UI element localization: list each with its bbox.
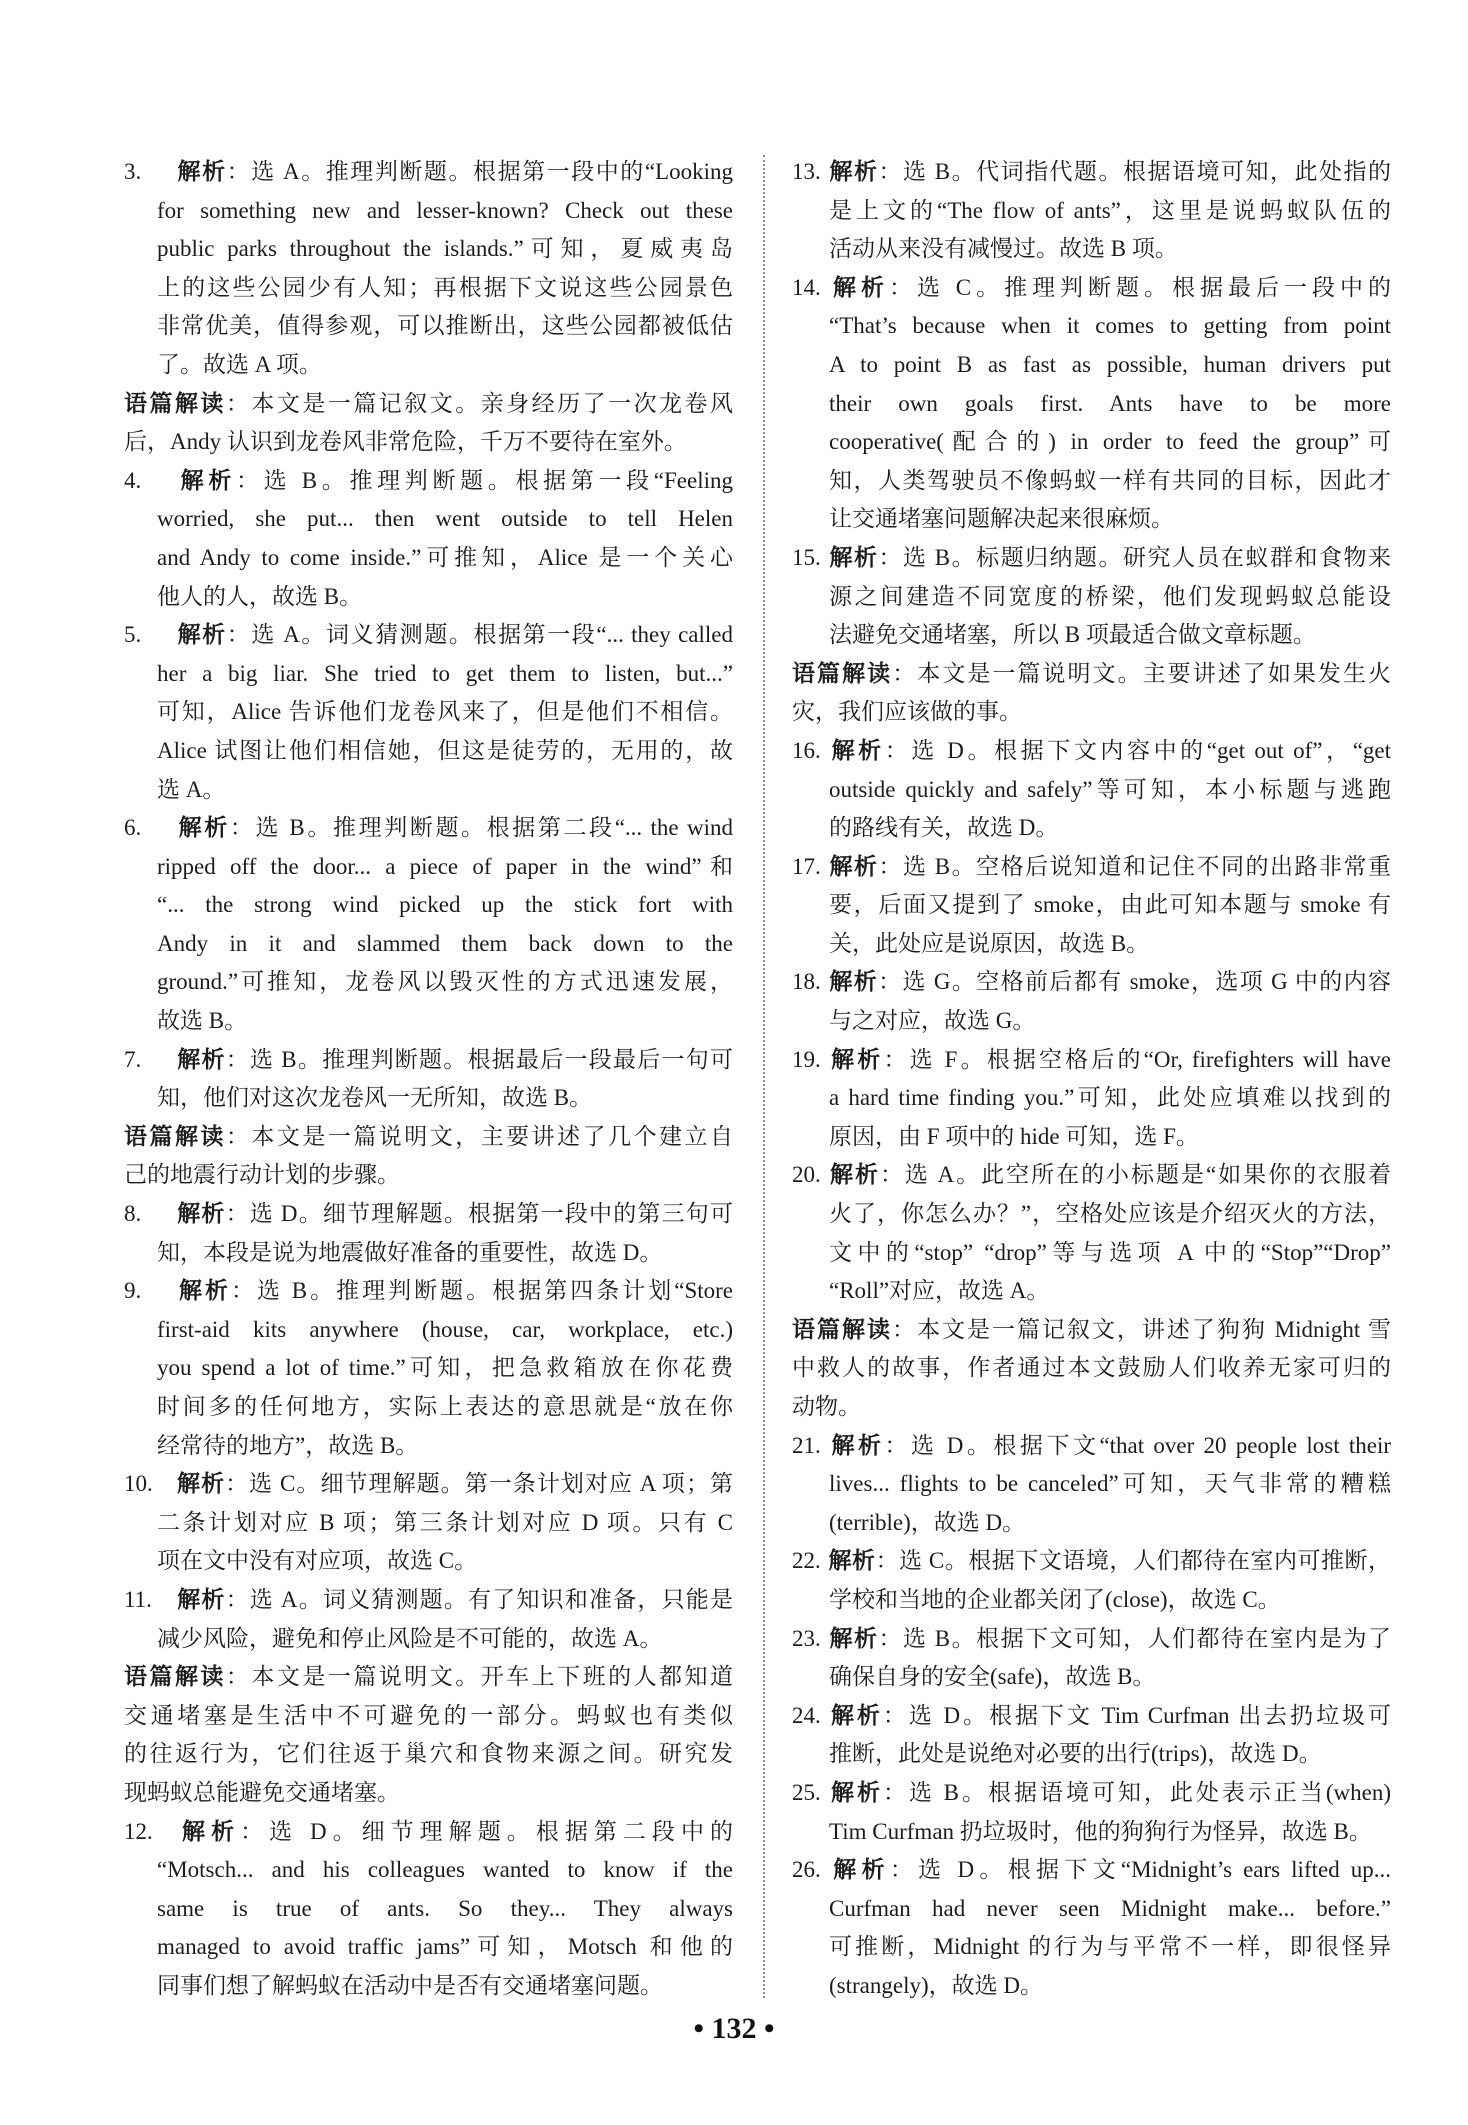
text-line bbox=[124, 1234, 733, 1273]
question-number: 26. bbox=[792, 1857, 821, 1883]
line-text: (strangely)，故选 D。 bbox=[829, 1972, 1043, 1998]
text-line bbox=[124, 1542, 733, 1581]
text-line bbox=[124, 1002, 733, 1041]
text-line bbox=[792, 1195, 1391, 1234]
answer-item bbox=[792, 539, 1391, 655]
answer-item bbox=[792, 1427, 1391, 1543]
line-text: 选 A。 bbox=[157, 776, 226, 802]
line-text: 了。故选 A 项。 bbox=[157, 351, 322, 377]
passage-summary bbox=[792, 1311, 1391, 1427]
answer-item bbox=[124, 1581, 733, 1658]
text-line bbox=[792, 1311, 1391, 1350]
text-line bbox=[792, 1504, 1391, 1543]
analysis-label: 解析 bbox=[176, 467, 237, 494]
question-number: 15. bbox=[792, 544, 821, 570]
line-text: ：本文是一篇记叙文，讲述了狗狗 Midnight 雪 bbox=[891, 1316, 1391, 1342]
text-line bbox=[792, 1349, 1391, 1388]
line-text: 活动从来没有减慢过。故选 B 项。 bbox=[829, 236, 1178, 262]
line-text: 关，此处应是说原因，故选 B。 bbox=[829, 930, 1150, 956]
question-number: 11. bbox=[124, 1586, 152, 1612]
line-text: ：选 D。根据下文内容中的“get out of”，“get bbox=[884, 737, 1391, 763]
line-text: ：选 C。推理判断题。根据最后一段中的 bbox=[889, 274, 1391, 300]
answer-item bbox=[792, 1156, 1391, 1310]
question-number: 25. bbox=[792, 1779, 821, 1805]
page-number: • 132 • bbox=[693, 2012, 775, 2045]
analysis-label: 解析 bbox=[828, 1702, 883, 1729]
text-line bbox=[792, 886, 1391, 925]
line-text: first-aid kits anywhere (house, car, workplace, etc.) bbox=[157, 1316, 733, 1342]
question-number: 7. bbox=[124, 1046, 142, 1072]
answer-item bbox=[792, 1542, 1391, 1619]
line-text: for something new and lesser-known? Check out these bbox=[157, 197, 733, 223]
line-text: 项在文中没有对应项，故选 C。 bbox=[157, 1548, 478, 1574]
question-number: 3. bbox=[124, 159, 142, 184]
line-text: 原因，由 F 项中的 hide 可知，选 F。 bbox=[829, 1123, 1199, 1149]
question-number: 12. bbox=[124, 1818, 153, 1844]
text-line bbox=[124, 1427, 733, 1466]
line-text: ：本文是一篇记叙文。亲身经历了一次龙卷风 bbox=[225, 390, 733, 416]
passage-reading-label: 语篇解读 bbox=[792, 1316, 892, 1343]
line-text: 时间多的任何地方，实际上表达的意思就是“放在你 bbox=[157, 1394, 733, 1419]
line-text: 交通堵塞是生活中不可避免的一部分。蚂蚁也有类似 bbox=[124, 1702, 733, 1728]
line-text: same is true of ants. So they... They always bbox=[157, 1895, 733, 1921]
line-text: 可知，Alice 告诉他们龙卷风来了，但是他们不相信。 bbox=[157, 699, 733, 725]
line-text: ：选 A。词义猜测题。有了知识和准备，只能是 bbox=[225, 1586, 733, 1612]
text-line bbox=[124, 1349, 733, 1388]
text-line bbox=[124, 1504, 733, 1543]
analysis-label: 解析 bbox=[176, 1586, 226, 1613]
text-line bbox=[124, 771, 733, 810]
answer-item bbox=[124, 616, 733, 809]
line-text: a hard time finding you.”可知，此处应填难以找到的 bbox=[829, 1085, 1391, 1111]
text-line bbox=[792, 1234, 1391, 1273]
analysis-label: 解析 bbox=[176, 622, 227, 649]
text-line bbox=[124, 963, 733, 1002]
analysis-label: 解析 bbox=[176, 1278, 232, 1305]
analysis-label: 解析 bbox=[176, 159, 227, 185]
line-text: ：选 A。词义猜测题。根据第一段“... they called bbox=[226, 622, 733, 648]
line-text: 己的地震行动计划的步骤。 bbox=[124, 1162, 400, 1188]
text-line bbox=[124, 732, 733, 771]
line-text: 源之间建造不同宽度的桥梁，他们发现蚂蚁总能设 bbox=[829, 583, 1391, 609]
text-line bbox=[124, 1388, 733, 1427]
text-line bbox=[124, 385, 733, 424]
line-text: and Andy to come inside.”可推知，Alice 是一个关心 bbox=[157, 544, 733, 570]
passage-reading-label: 语篇解读 bbox=[124, 390, 226, 417]
line-text: 学校和当地的企业都关闭了(close)，故选 C。 bbox=[829, 1586, 1281, 1612]
line-text: ：本文是一篇说明文。开车上下班的人都知道 bbox=[225, 1664, 733, 1690]
line-text: ground.”可推知，龙卷风以毁灭性的方式迅速发展， bbox=[157, 969, 733, 995]
text-line bbox=[792, 578, 1391, 617]
answer-item bbox=[124, 1813, 733, 2006]
line-text: ripped off the door... a piece of paper in the wind”和 bbox=[157, 853, 733, 879]
text-line bbox=[124, 693, 733, 732]
line-text: 火了，你怎么办？”，空格处应该是介绍灭火的方法， bbox=[829, 1201, 1391, 1227]
analysis-label: 解析 bbox=[828, 159, 879, 185]
question-number: 24. bbox=[792, 1702, 821, 1728]
right-column bbox=[792, 153, 1391, 2006]
text-line bbox=[792, 153, 1391, 192]
text-line bbox=[792, 809, 1391, 848]
text-line bbox=[124, 1658, 733, 1697]
text-line bbox=[792, 1967, 1391, 2006]
text-line bbox=[124, 616, 733, 655]
line-text: 上的这些公园少有人知；再根据下文说这些公园景色 bbox=[157, 274, 733, 300]
text-line bbox=[124, 1620, 733, 1659]
line-text: 知，本段是说为地震做好准备的重要性，故选 D。 bbox=[157, 1239, 663, 1265]
analysis-label: 解析 bbox=[176, 1046, 226, 1073]
line-text: 的往返行为，它们往返于巢穴和食物来源之间。研究发 bbox=[124, 1741, 733, 1767]
line-text: 是上文的“The flow of ants”，这里是说蚂蚁队伍的 bbox=[829, 197, 1391, 223]
answer-item bbox=[792, 153, 1391, 269]
line-text: ：选 B。标题归纳题。研究人员在蚁群和食物来 bbox=[878, 544, 1391, 570]
passage-reading-label: 语篇解读 bbox=[124, 1664, 226, 1691]
text-line bbox=[792, 1813, 1391, 1852]
question-number: 10. bbox=[124, 1471, 153, 1497]
line-text: 二条计划对应 B 项；第三条计划对应 D 项。只有 C bbox=[157, 1509, 733, 1535]
line-text: 可推断，Midnight 的行为与平常不一样，即很怪异 bbox=[829, 1934, 1391, 1960]
line-text: “That’s because when it comes to getting from point bbox=[829, 313, 1391, 339]
line-text: 动物。 bbox=[792, 1394, 861, 1419]
question-number: 21. bbox=[792, 1432, 821, 1458]
answer-item bbox=[124, 1041, 733, 1118]
text-line bbox=[792, 269, 1391, 308]
text-line bbox=[124, 1928, 733, 1967]
line-text: ：选 B。根据语境可知，此处表示正当(when) bbox=[882, 1779, 1391, 1805]
line-text: 让交通堵塞问题解决起来很麻烦。 bbox=[829, 506, 1174, 532]
line-text: 与之对应，故选 G。 bbox=[829, 1008, 1036, 1034]
text-line bbox=[124, 1851, 733, 1890]
text-line bbox=[792, 1118, 1391, 1157]
text-line bbox=[124, 307, 733, 346]
text-line bbox=[792, 462, 1391, 501]
line-text: worried, she put... then went outside to tell Helen bbox=[157, 506, 733, 532]
line-text: 故选 B。 bbox=[157, 1008, 248, 1034]
passage-summary bbox=[124, 1658, 733, 1812]
column-divider bbox=[763, 155, 765, 1998]
line-text: 知，他们对这次龙卷风一无所知，故选 B。 bbox=[157, 1085, 593, 1111]
text-line bbox=[792, 346, 1391, 385]
text-line bbox=[124, 500, 733, 539]
text-line bbox=[124, 1890, 733, 1929]
text-line bbox=[792, 539, 1391, 578]
text-line bbox=[792, 1427, 1391, 1466]
text-line bbox=[124, 1774, 733, 1813]
text-line bbox=[124, 269, 733, 308]
text-line bbox=[792, 963, 1391, 1002]
line-text: 他人的人，故选 B。 bbox=[157, 583, 363, 609]
line-text: their own goals first. Ants have to be more bbox=[829, 390, 1391, 416]
text-line bbox=[792, 1272, 1391, 1311]
text-line bbox=[792, 771, 1391, 810]
analysis-label: 解析 bbox=[828, 1857, 890, 1884]
analysis-label: 解析 bbox=[828, 1548, 876, 1575]
text-line bbox=[124, 925, 733, 964]
analysis-label: 解析 bbox=[828, 274, 889, 301]
text-line bbox=[792, 1542, 1391, 1581]
text-line bbox=[124, 462, 733, 501]
text-line bbox=[792, 1002, 1391, 1041]
line-text: ：选 A。此空所在的小标题是“如果你的衣服着 bbox=[879, 1162, 1391, 1188]
passage-summary bbox=[792, 655, 1391, 732]
question-number: 13. bbox=[792, 159, 821, 184]
line-text: 文中的“stop” “drop”等与选项 A 中的“Stop”“Drop” bbox=[829, 1239, 1391, 1265]
line-text: 灾，我们应该做的事。 bbox=[792, 699, 1022, 725]
text-line bbox=[792, 1851, 1391, 1890]
line-text: managed to avoid traffic jams”可知，Motsch 和他的 bbox=[157, 1934, 733, 1960]
line-text: 经常待的地方”，故选 B。 bbox=[157, 1432, 419, 1458]
text-line bbox=[792, 1620, 1391, 1659]
text-line bbox=[792, 385, 1391, 424]
answer-item bbox=[124, 1195, 733, 1272]
line-text: ：选 D。细节理解题。根据第二段中的 bbox=[240, 1818, 733, 1844]
text-line bbox=[792, 616, 1391, 655]
analysis-label: 解析 bbox=[828, 1625, 879, 1652]
text-line bbox=[124, 1735, 733, 1774]
text-line bbox=[124, 1272, 733, 1311]
text-line bbox=[792, 307, 1391, 346]
line-text: ：选 D。根据下文“that over 20 people lost their bbox=[884, 1432, 1391, 1458]
analysis-label: 解析 bbox=[828, 1432, 885, 1459]
line-text: you spend a lot of time.”可知，把急救箱放在你花费 bbox=[157, 1355, 733, 1381]
question-number: 22. bbox=[792, 1548, 821, 1574]
text-line bbox=[792, 925, 1391, 964]
line-text: cooperative(配合的) in order to feed the group”可 bbox=[829, 429, 1391, 455]
question-number: 4. bbox=[124, 467, 142, 493]
line-text: Andy in it and slammed them back down to the bbox=[157, 930, 733, 956]
text-line bbox=[792, 423, 1391, 462]
text-line bbox=[792, 1388, 1391, 1427]
line-text: Alice 试图让他们相信她，但这是徒劳的，无用的，故 bbox=[157, 737, 733, 763]
line-text: 知，人类驾驶员不像蚂蚁一样有共同的目标，因此才 bbox=[829, 467, 1391, 493]
line-text: ：选 D。根据下文“Midnight’s ears lifted up... bbox=[889, 1857, 1391, 1883]
text-line bbox=[124, 578, 733, 617]
text-line bbox=[792, 1658, 1391, 1697]
answer-item bbox=[792, 732, 1391, 848]
text-line bbox=[124, 1813, 733, 1852]
answer-item bbox=[792, 1774, 1391, 1851]
question-number: 18. bbox=[792, 969, 821, 995]
answer-item bbox=[124, 809, 733, 1041]
text-line bbox=[792, 1581, 1391, 1620]
line-text: ：选 A。推理判断题。根据第一段中的“Looking bbox=[226, 159, 733, 184]
text-line bbox=[792, 1079, 1391, 1118]
question-number: 8. bbox=[124, 1201, 142, 1227]
answer-item bbox=[124, 1465, 733, 1581]
text-line bbox=[792, 1465, 1391, 1504]
text-line bbox=[124, 423, 733, 462]
text-line bbox=[792, 693, 1391, 732]
line-text: lives... flights to be canceled”可知，天气非常的糟糕 bbox=[829, 1471, 1391, 1497]
text-line bbox=[124, 1465, 733, 1504]
line-text: Curfman had never seen Midnight make... before.” bbox=[829, 1895, 1391, 1921]
line-text: her a big liar. She tried to get them to listen, but...” bbox=[157, 660, 733, 686]
line-text: ：选 C。细节理解题。第一条计划对应 A 项；第 bbox=[225, 1471, 733, 1497]
text-line bbox=[124, 655, 733, 694]
line-text: 中救人的故事，作者通过本文鼓励人们收养无家可归的 bbox=[792, 1355, 1391, 1381]
analysis-label: 解析 bbox=[828, 737, 885, 764]
line-text: ：选 D。细节理解题。根据第一段中的第三句可 bbox=[225, 1201, 733, 1227]
answer-item bbox=[792, 269, 1391, 539]
text-line bbox=[124, 230, 733, 269]
line-text: public parks throughout the islands.”可知，夏威夷岛 bbox=[157, 236, 733, 262]
answer-item bbox=[792, 1620, 1391, 1697]
text-line bbox=[792, 1697, 1391, 1736]
line-text: 减少风险，避免和停止风险是不可能的，故选 A。 bbox=[157, 1625, 663, 1651]
question-number: 5. bbox=[124, 622, 142, 648]
question-number: 23. bbox=[792, 1625, 821, 1651]
text-line bbox=[124, 809, 733, 848]
passage-summary bbox=[124, 385, 733, 462]
question-number: 20. bbox=[792, 1162, 821, 1188]
answer-item bbox=[792, 848, 1391, 964]
text-line bbox=[792, 230, 1391, 269]
answer-item bbox=[124, 153, 733, 385]
analysis-label: 解析 bbox=[176, 1471, 226, 1498]
text-line bbox=[792, 1774, 1391, 1813]
line-text: 推断，此处是说绝对必要的出行(trips)，故选 D。 bbox=[829, 1741, 1322, 1767]
line-text: ：选 C。根据下文语境，人们都待在室内可推断， bbox=[875, 1548, 1391, 1574]
text-line bbox=[124, 848, 733, 887]
line-text: outside quickly and safely”等可知，本小标题与逃跑 bbox=[829, 776, 1391, 802]
text-line bbox=[792, 1928, 1391, 1967]
line-text: 确保自身的安全(safe)，故选 B。 bbox=[829, 1664, 1156, 1690]
line-text: Tim Curfman 扔垃圾时，他的狗狗行为怪异，故选 B。 bbox=[829, 1818, 1372, 1844]
answer-item bbox=[124, 1272, 733, 1465]
answer-item bbox=[792, 963, 1391, 1040]
line-text: 现蚂蚁总能避免交通堵塞。 bbox=[124, 1779, 400, 1805]
line-text: ：选 B。推理判断题。根据第一段“Feeling bbox=[236, 467, 733, 493]
line-text: ：选 F。根据空格后的“Or, firefighters will have bbox=[883, 1046, 1391, 1072]
analysis-label: 解析 bbox=[828, 853, 879, 880]
analysis-label: 解析 bbox=[828, 544, 879, 571]
question-number: 17. bbox=[792, 853, 821, 879]
passage-reading-label: 语篇解读 bbox=[124, 1123, 226, 1150]
line-text: “Motsch... and his colleagues wanted to know if the bbox=[157, 1857, 733, 1883]
text-line bbox=[124, 346, 733, 385]
analysis-label: 解析 bbox=[828, 969, 879, 996]
line-text: ：选 B。推理判断题。根据最后一段最后一句可 bbox=[225, 1046, 733, 1072]
question-number: 16. bbox=[792, 737, 821, 763]
answer-item bbox=[792, 1041, 1391, 1157]
text-line bbox=[792, 500, 1391, 539]
line-text: ：选 B。代词指代题。根据语境可知，此处指的 bbox=[878, 159, 1391, 184]
text-line bbox=[124, 1041, 733, 1080]
line-text: ：选 D。根据下文 Tim Curfman 出去扔垃圾可 bbox=[882, 1702, 1391, 1728]
question-number: 9. bbox=[124, 1278, 142, 1304]
question-number: 19. bbox=[792, 1046, 821, 1072]
text-line bbox=[124, 1311, 733, 1350]
text-line bbox=[124, 1079, 733, 1118]
analysis-label: 解析 bbox=[176, 1201, 226, 1228]
line-text: A to point B as fast as possible, human drivers put bbox=[829, 351, 1391, 377]
text-line bbox=[124, 1967, 733, 2006]
line-text: (terrible)，故选 D。 bbox=[829, 1509, 1026, 1535]
line-text: 同事们想了解蚂蚁在活动中是否有交通堵塞问题。 bbox=[157, 1972, 663, 1998]
line-text: 要，后面又提到了 smoke，由此可知本题与 smoke 有 bbox=[829, 892, 1391, 918]
line-text: ：选 B。空格后说知道和记住不同的出路非常重 bbox=[878, 853, 1391, 879]
text-line bbox=[792, 1890, 1391, 1929]
text-line bbox=[792, 732, 1391, 771]
line-text: “... the strong wind picked up the stick fort with bbox=[157, 892, 733, 918]
answer-item bbox=[792, 1851, 1391, 2005]
passage-reading-label: 语篇解读 bbox=[792, 660, 893, 687]
text-line bbox=[792, 1041, 1391, 1080]
text-line bbox=[124, 886, 733, 925]
text-line bbox=[124, 192, 733, 231]
text-line bbox=[124, 1697, 733, 1736]
line-text: ：选 B。推理判断题。根据第四条计划“Store bbox=[231, 1278, 733, 1304]
line-text: 非常优美，值得参观，可以推断出，这些公园都被低估 bbox=[157, 313, 733, 339]
text-line bbox=[124, 1195, 733, 1234]
passage-summary bbox=[124, 1118, 733, 1195]
question-number: 6. bbox=[124, 815, 142, 841]
line-text: ：本文是一篇说明文，主要讲述了几个建立自 bbox=[225, 1123, 733, 1149]
text-line bbox=[124, 1581, 733, 1620]
analysis-label: 解析 bbox=[828, 1162, 880, 1189]
line-text: ：选 G。空格前后都有 smoke，选项 G 中的内容 bbox=[878, 969, 1391, 995]
text-line bbox=[792, 192, 1391, 231]
line-text: 后，Andy 认识到龙卷风非常危险，千万不要待在室外。 bbox=[124, 429, 687, 455]
text-line bbox=[124, 153, 733, 192]
text-line bbox=[124, 1156, 733, 1195]
analysis-label: 解析 bbox=[176, 815, 230, 842]
text-line bbox=[124, 539, 733, 578]
text-line bbox=[792, 1156, 1391, 1195]
text-line bbox=[124, 1118, 733, 1157]
analysis-label: 解析 bbox=[828, 1046, 884, 1073]
line-text: ：选 B。根据下文可知，人们都待在室内是为了 bbox=[878, 1625, 1391, 1651]
analysis-label: 解析 bbox=[176, 1818, 241, 1845]
question-number: 14. bbox=[792, 274, 821, 300]
line-text: ：选 B。推理判断题。根据第二段“... the wind bbox=[229, 815, 733, 841]
line-text: 法避免交通堵塞，所以 B 项最适合做文章标题。 bbox=[829, 622, 1316, 648]
text-line bbox=[792, 848, 1391, 887]
analysis-label: 解析 bbox=[828, 1779, 883, 1806]
left-column bbox=[124, 153, 733, 2006]
answer-item bbox=[792, 1697, 1391, 1774]
text-line bbox=[792, 655, 1391, 694]
line-text: 的路线有关，故选 D。 bbox=[829, 815, 1059, 841]
line-text: “Roll”对应，故选 A。 bbox=[829, 1278, 1050, 1304]
text-line bbox=[792, 1735, 1391, 1774]
line-text: ：本文是一篇说明文。主要讲述了如果发生火 bbox=[892, 660, 1391, 686]
answer-item bbox=[124, 462, 733, 616]
